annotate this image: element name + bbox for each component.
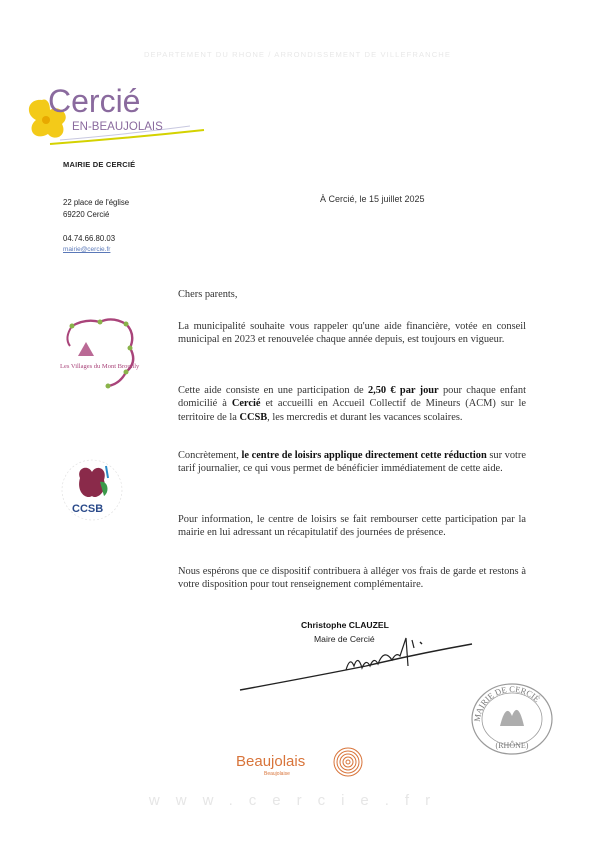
handwritten-signature <box>236 626 476 696</box>
signatory-title: Maire de Cercié <box>314 634 375 644</box>
ccsb-label: CCSB <box>72 503 104 515</box>
website-url[interactable]: www.cercie.fr <box>148 792 447 809</box>
stamp-text: MAIRIE DE CERCIÉ <box>471 683 543 723</box>
sender-heading: MAIRIE DE CERCIÉ <box>63 160 136 169</box>
paragraph-2: Cette aide consiste en une participation de 2,50 € par jour pour chaque enfant domicilié à Cercié et accueilli en Accueil Collectif de Mineurs (ACM) sur le territoire de la CCSB, les mercredis et durant les vacances scolaires. <box>178 385 527 423</box>
paragraph-1: La municipalité souhaite vous rappeler qu'une aide financière, votée en conseil municipal en 2023 et renouvelée chaque année depuis, est toujours en vigueur. <box>178 321 526 346</box>
address-line-2: 69220 Cercié <box>63 210 110 219</box>
salutation: Chers parents, <box>178 289 238 300</box>
email-link[interactable]: mairie@cercie.fr <box>63 246 111 253</box>
address-line-1: 22 place de l'église <box>63 198 130 207</box>
cercie-logo <box>20 80 210 150</box>
paragraph-4: Pour information, le centre de loisirs se fait rembourser cette participation par la mairie en lui adressant un récapitulatif des journées de présence. <box>178 514 526 539</box>
logo-name: Cercié <box>48 83 141 119</box>
spiral-icon <box>334 748 362 776</box>
signatory-name: Christophe CLAUZEL <box>301 620 389 630</box>
beaujolais-logo <box>234 744 364 780</box>
mont-brouilly-logo <box>56 312 142 392</box>
beaujolais-wordmark: Beaujolais <box>236 753 306 770</box>
stamp-subtext: (RHÔNE) <box>495 741 529 750</box>
ccsb-logo <box>50 452 136 532</box>
beaujolais-sub: Beaujolaise <box>264 771 290 777</box>
paragraph-3: Concrètement, le centre de loisirs applique directement cette réduction sur votre tarif journalier, ce qui vous permet de bénéficier immédiatement de cette aide. <box>178 450 526 475</box>
logo-subtitle: EN-BEAUJOLAIS <box>72 121 163 133</box>
paragraph-5: Nous espérons que ce dispositif contribuera à alléger vos frais de garde et restons à votre disposition pour tout renseignement complémentaire. <box>178 566 526 591</box>
department-header: DEPARTEMENT DU RHONE / ARRONDISSEMENT DE VILLEFRANCHE <box>143 50 452 59</box>
mairie-stamp <box>470 682 554 756</box>
letter-date: À Cercié, le 15 juillet 2025 <box>320 194 425 204</box>
mont-brouilly-label: Les Villages du Mont Brouilly <box>60 363 140 370</box>
phone-number: 04.74.66.80.03 <box>63 234 116 243</box>
